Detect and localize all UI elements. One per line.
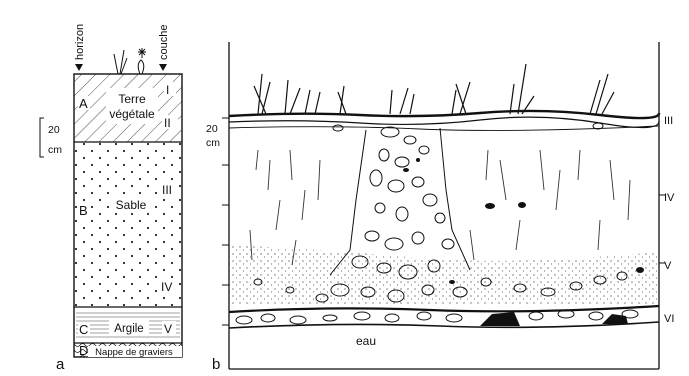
label-argile: Argile: [114, 323, 144, 335]
label-terre: Terre: [118, 92, 146, 106]
couche-b-iii: III: [664, 115, 674, 127]
label-sable: Sable: [115, 198, 147, 212]
arrow-horizon-icon: [75, 64, 83, 71]
plant-icon: [114, 48, 146, 74]
scale-b-value: 20: [206, 123, 218, 135]
header-horizon: horizon: [74, 23, 86, 60]
couche-ii: II: [164, 116, 171, 130]
couche-b-vi: VI: [664, 313, 675, 325]
arrow-couche-icon: [159, 64, 167, 71]
couche-iii: III: [162, 183, 173, 197]
couche-b-iv: IV: [664, 192, 675, 204]
grass-icon: [254, 64, 614, 114]
label-nappe-graviers: Nappe de graviers: [95, 347, 173, 358]
horizon-b: B: [79, 203, 88, 218]
horizon-a: A: [79, 96, 88, 111]
label-vegetale: végétale: [109, 107, 155, 121]
panel-b: [206, 42, 675, 373]
scale-bar: [40, 118, 44, 157]
horizon-d: D: [79, 343, 89, 358]
header-couche: couche: [158, 24, 170, 60]
scale-b-unit: cm: [206, 137, 220, 149]
root-traces: [250, 150, 630, 265]
scale-a-unit: cm: [48, 144, 62, 156]
panel-label-b: b: [212, 356, 221, 373]
couche-i: I: [166, 83, 170, 97]
label-eau: eau: [356, 334, 377, 348]
scale-a-value: 20: [48, 124, 60, 136]
couche-b-v: V: [664, 260, 672, 272]
couche-v: V: [164, 322, 173, 336]
horizon-c: C: [79, 322, 89, 337]
couche-iv: IV: [161, 280, 173, 294]
panel-a: [40, 24, 182, 373]
panel-label-a: a: [56, 356, 65, 373]
gravel-layer: [236, 310, 638, 324]
